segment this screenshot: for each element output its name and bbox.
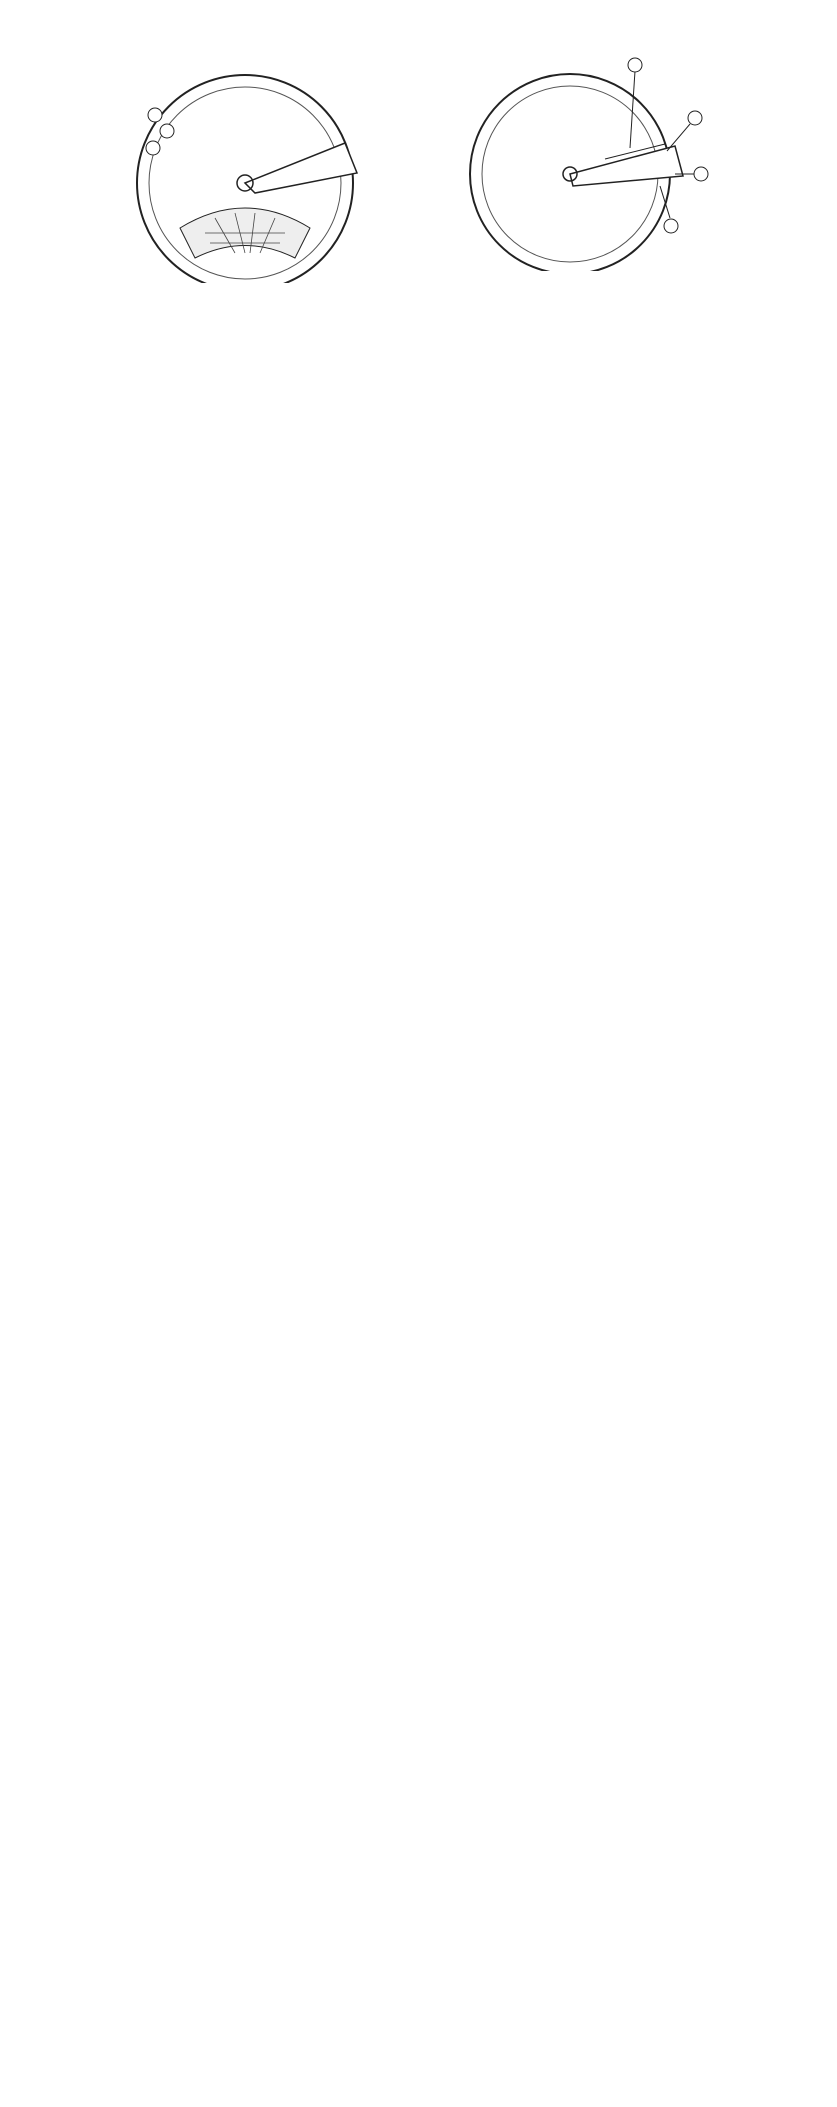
- speed-row: [440, 938, 830, 959]
- speed-row: [440, 959, 830, 980]
- size-row: [22, 978, 432, 999]
- speed-row: [440, 917, 830, 938]
- pressure-row: [440, 1032, 830, 1053]
- speed-row: [440, 980, 830, 1001]
- speed-round-row: [440, 896, 830, 917]
- pressure-row: [440, 1074, 830, 1095]
- figure2-duct-measure: [455, 56, 725, 271]
- round-duct-row: [22, 894, 432, 915]
- pipe-example: [22, 1624, 432, 1638]
- pressure-row: [440, 1095, 830, 1116]
- size-row: [22, 915, 432, 936]
- pipe-example-right: [440, 1624, 830, 1638]
- pressure-round-row: [440, 1011, 830, 1032]
- size-row: [22, 957, 432, 978]
- duct-example-right: [440, 896, 830, 1116]
- pressure-row: [440, 1053, 830, 1074]
- figure1-duct-measure: [135, 58, 375, 283]
- size-row: [22, 936, 432, 957]
- duct-example: [22, 880, 432, 999]
